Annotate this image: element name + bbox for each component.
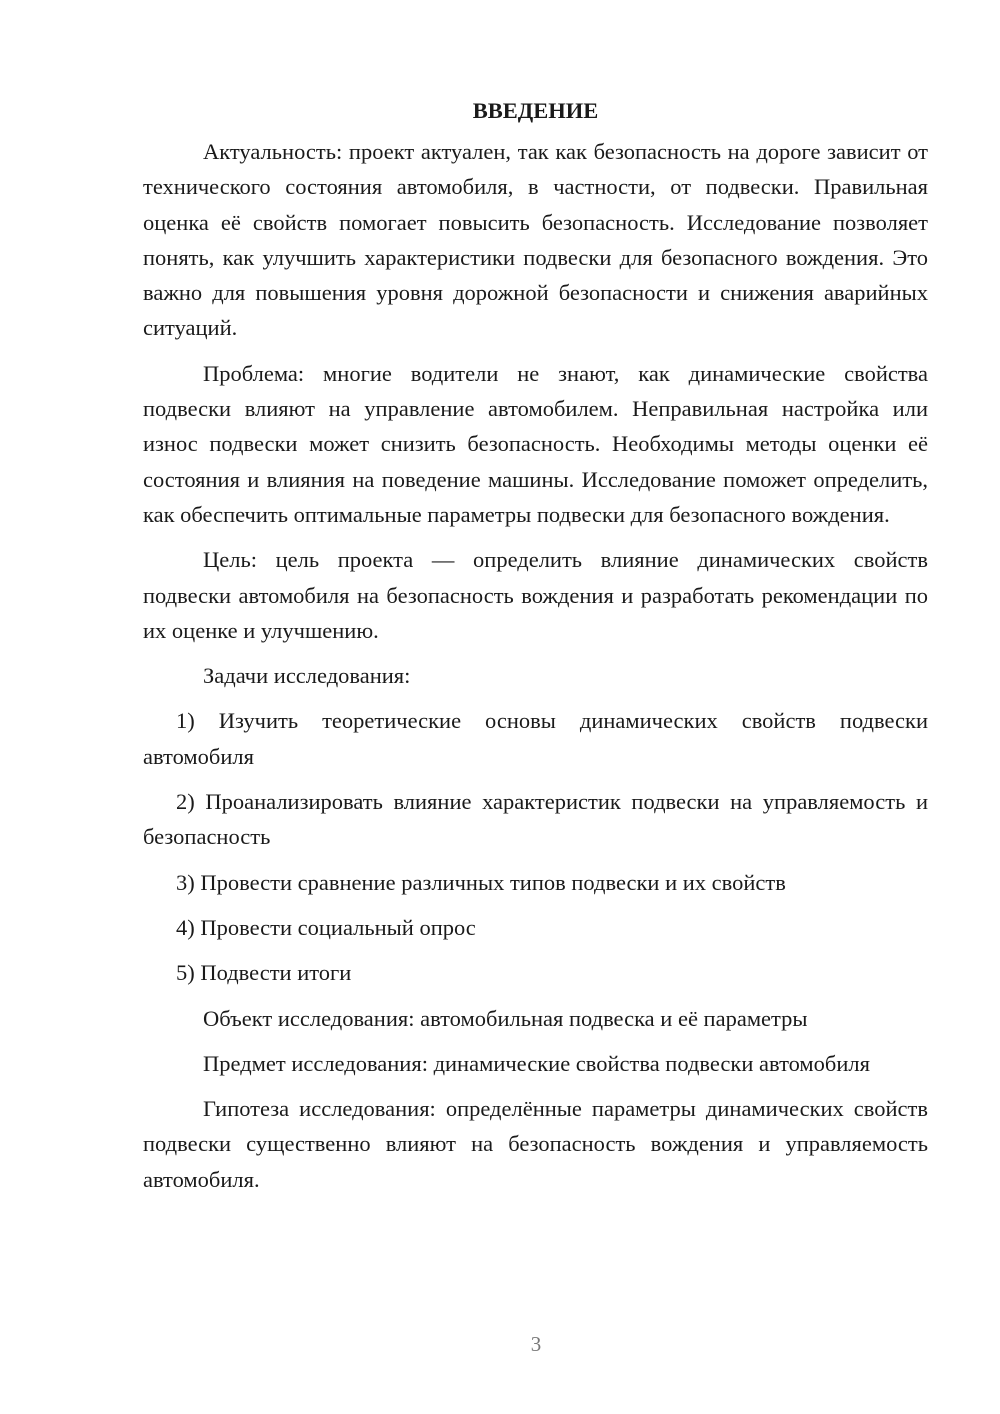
relevance-paragraph: Актуальность: проект актуален, так как безопасность на дороге зависит от технического состояния автомобиля, в частности, от подвески. Правильная оценка её свойств помогает повысить безопасность. Исследование позволяет понять, как улучшить характеристики подвески для безопасного вождения. Это важно для повышения уровня дорожной безопасности и снижения аварийных ситуаций. (143, 139, 928, 341)
goal-paragraph: Цель: цель проекта — определить влияние динамических свойств подвески автомобиля на безопасность вождения и разработать рекомендации по их оценке и улучшению. (143, 547, 928, 643)
section-heading: ВВЕДЕНИЕ (472, 98, 599, 123)
page-content (143, 93, 928, 1207)
page-number: 3 (530, 1332, 542, 1356)
tasks-title: Задачи исследования: (203, 663, 411, 689)
task-item-3: 3) Провести сравнение различных типов подвески и их свойств (176, 869, 786, 895)
task-item-1: 1) Изучить теоретические основы динамических свойств подвески автомобиля (143, 708, 928, 769)
task-item-2: 2) Проанализировать влияние характеристик подвески на управляемость и безопасность (143, 789, 928, 850)
problem-paragraph: Проблема: многие водители не знают, как динамические свойства подвески влияют на управление автомобилем. Неправильная настройка или износ подвески может снизить безопасность. Необходимы методы оценки её состояния и влияния на поведение машины. Исследование поможет определить, как обеспечить оптимальные параметры подвески для безопасного вождения. (143, 360, 928, 527)
subject-paragraph: Предмет исследования: динамические свойства подвески автомобиля (203, 1050, 870, 1076)
task-item-4: 4) Провести социальный опрос (176, 914, 476, 940)
task-item-5: 5) Подвести итоги (176, 960, 352, 986)
hypothesis-paragraph: Гипотеза исследования: определённые параметры динамических свойств подвески существенно влияют на безопасность вождения и управляемость автомобиля. (143, 1096, 928, 1192)
object-paragraph: Объект исследования: автомобильная подвеска и её параметры (203, 1005, 808, 1031)
